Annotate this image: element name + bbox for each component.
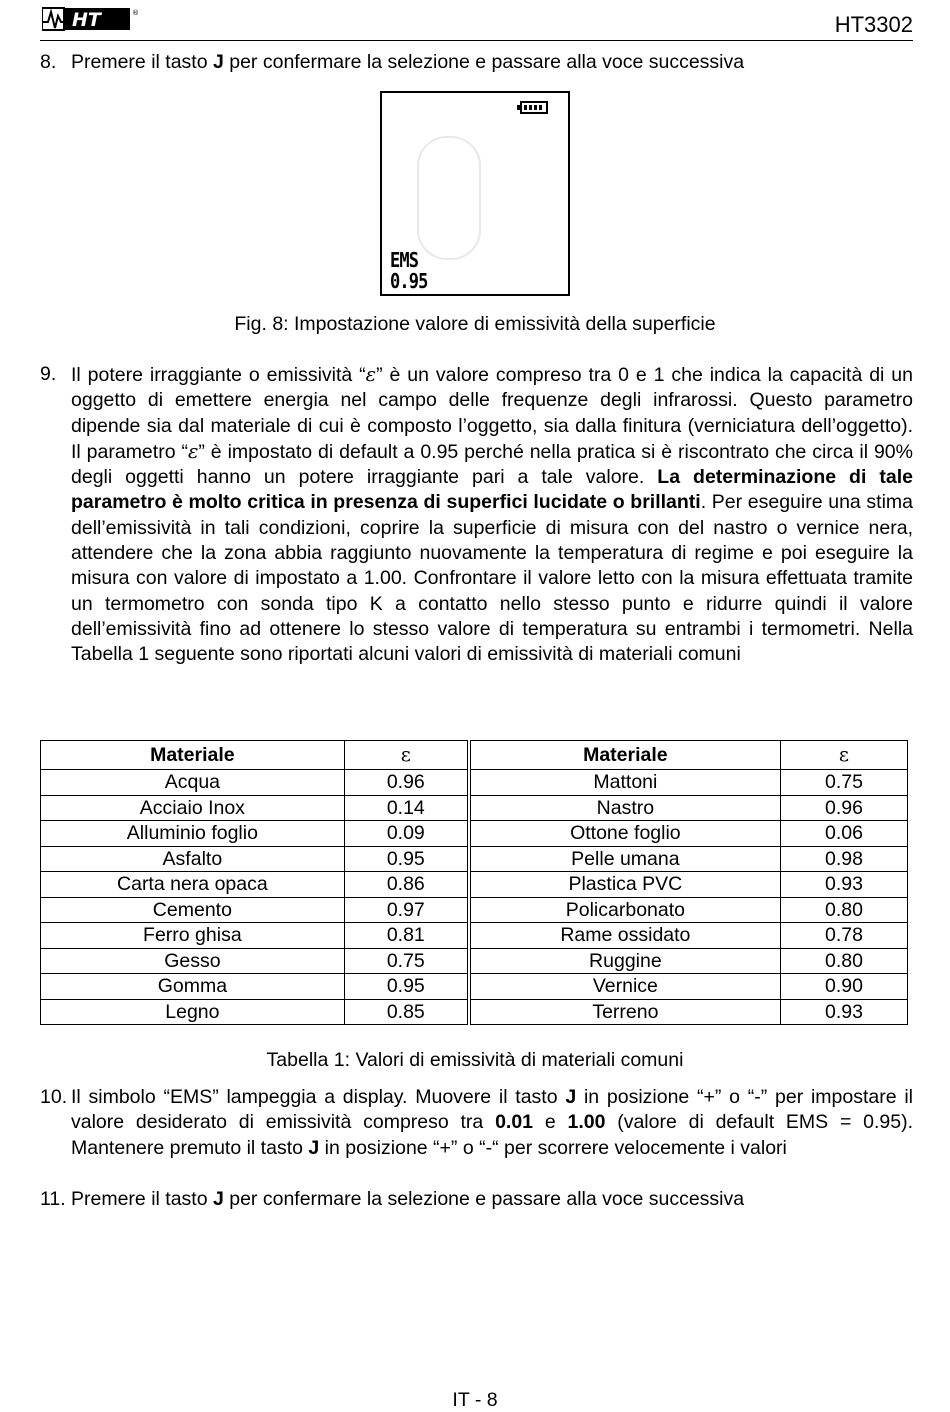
- table-row: [41, 923, 908, 949]
- step-text: Premere il tasto J per confermare la selezione e passare alla voce successiva: [71, 1188, 745, 1210]
- col-header: Materiale: [41, 741, 345, 770]
- table-row: [41, 948, 908, 974]
- step-11: [40, 1187, 913, 1213]
- emissivity-cell: 0.90: [780, 974, 907, 1000]
- emissivity-cell: 0.14: [344, 795, 469, 821]
- logo-text: HT: [72, 9, 101, 31]
- emissivity-cell: 0.85: [344, 999, 469, 1025]
- emissivity-cell: 0.95: [344, 974, 469, 1000]
- emissivity-cell: 0.93: [780, 999, 907, 1025]
- segment-ghost: [417, 136, 481, 260]
- ems-value: 0.95: [390, 269, 428, 293]
- emissivity-cell: 0.81: [344, 923, 469, 949]
- step-number: 9.: [40, 363, 57, 385]
- material-cell: Alluminio foglio: [41, 821, 345, 847]
- emissivity-cell: 0.75: [780, 770, 907, 796]
- step-number: 10.: [40, 1086, 68, 1108]
- material-cell: Plastica PVC: [469, 872, 781, 898]
- warning-bold: La determinazione di tale parametro è molto critica in presenza di superfici lucidate o brillanti: [71, 466, 913, 514]
- material-cell: Legno: [41, 999, 345, 1025]
- table-header-row: [41, 741, 908, 770]
- emissivity-cell: 0.78: [780, 923, 907, 949]
- step-text: Il simbolo “EMS” lampeggia a display. Muovere il tasto J in posizione “+” o “-” per impostare il valore desiderato di emissività compreso tra 0.01 e 1.00 (valore di default EMS = 0.95). Mantenere premuto il tasto J in posizione “+” o “-“ per scorrere velocemente i valori: [71, 1086, 914, 1159]
- lcd-display: [380, 91, 570, 296]
- material-cell: Ottone foglio: [469, 821, 781, 847]
- step-number: 8.: [40, 51, 57, 73]
- material-cell: Rame ossidato: [469, 923, 781, 949]
- table-row: [41, 770, 908, 796]
- svg-text:®: ®: [132, 9, 139, 17]
- step-8: [40, 50, 913, 76]
- page-number: IT - 8: [452, 1389, 498, 1411]
- material-cell: Pelle umana: [469, 846, 781, 872]
- material-cell: Nastro: [469, 795, 781, 821]
- table-row: [41, 846, 908, 872]
- emissivity-table: [40, 740, 908, 1025]
- material-cell: Mattoni: [469, 770, 781, 796]
- material-cell: Acciaio Inox: [41, 795, 345, 821]
- emissivity-cell: 0.75: [344, 948, 469, 974]
- material-cell: Asfalto: [41, 846, 345, 872]
- figure-caption: Fig. 8: Impostazione valore di emissività della superficie: [234, 313, 716, 335]
- material-cell: Vernice: [469, 974, 781, 1000]
- table-caption: Tabella 1: Valori di emissività di materiali comuni: [266, 1049, 684, 1071]
- battery-icon: [520, 101, 548, 114]
- emissivity-cell: 0.09: [344, 821, 469, 847]
- emissivity-cell: 0.97: [344, 897, 469, 923]
- material-cell: Terreno: [469, 999, 781, 1025]
- emissivity-cell: 0.80: [780, 897, 907, 923]
- material-cell: Ruggine: [469, 948, 781, 974]
- col-header: ε: [780, 741, 907, 770]
- step-text: Il potere irraggiante o emissività “ε” è un valore compreso tra 0 e 1 che indica la capacità di un oggetto di emettere energia nel campo delle frequenze degli infrarossi. Questo parametro dipende sia dal materiale di cui è composto l’oggetto, sia dalla finitura (verniciatura dell’oggetto). Il parametro “ε” è impostato di default a 0.95 perché nella pratica si è riscontrato che circa il 90% degli oggetti hanno un potere irraggiante pari a tale valore. La determinazione di tale parametro è molto critica in presenza di superfici lucidate o brillanti. Per eseguire una stima dell’emissività in tali condizioni, coprire la superficie di misura con del nastro o vernice nera, attendere che la zona abbia raggiunto nuovamente la temperatura di regime e poi eseguire la misura con valore di impostato a 1.00. Confrontare il valore letto con la misura effettuata tramite un termometro con sonda tipo K a contatto nello stesso punto e ridurre quindi il valore dell’emissività fino ad ottenere lo stesso valore di temperatura su entrambi i termometri. Nella Tabella 1 seguente sono riportati alcuni valori di emissività di materiali comuni: [71, 363, 913, 666]
- ems-label: EMS: [390, 248, 419, 272]
- material-cell: Ferro ghisa: [41, 923, 345, 949]
- step-9: [40, 362, 913, 722]
- material-cell: Policarbonato: [469, 897, 781, 923]
- model-name: HT3302: [834, 12, 913, 37]
- step-10: [40, 1085, 913, 1189]
- material-cell: Gomma: [41, 974, 345, 1000]
- emissivity-cell: 0.06: [780, 821, 907, 847]
- header-rule: [40, 40, 913, 41]
- emissivity-cell: 0.96: [780, 795, 907, 821]
- material-cell: Cemento: [41, 897, 345, 923]
- emissivity-cell: 0.98: [780, 846, 907, 872]
- step-number: 11.: [40, 1188, 66, 1210]
- col-header: Materiale: [469, 741, 781, 770]
- emissivity-cell: 0.96: [344, 770, 469, 796]
- ht-logo: [42, 6, 142, 34]
- col-header: ε: [344, 741, 469, 770]
- emissivity-cell: 0.93: [780, 872, 907, 898]
- step-text: Premere il tasto J per confermare la selezione e passare alla voce successiva: [71, 51, 745, 73]
- table-row: [41, 821, 908, 847]
- table-row: [41, 795, 908, 821]
- material-cell: Carta nera opaca: [41, 872, 345, 898]
- emissivity-cell: 0.80: [780, 948, 907, 974]
- table-row: [41, 974, 908, 1000]
- table-row: [41, 897, 908, 923]
- table-row: [41, 999, 908, 1025]
- table-row: [41, 872, 908, 898]
- emissivity-cell: 0.86: [344, 872, 469, 898]
- emissivity-cell: 0.95: [344, 846, 469, 872]
- material-cell: Acqua: [41, 770, 345, 796]
- material-cell: Gesso: [41, 948, 345, 974]
